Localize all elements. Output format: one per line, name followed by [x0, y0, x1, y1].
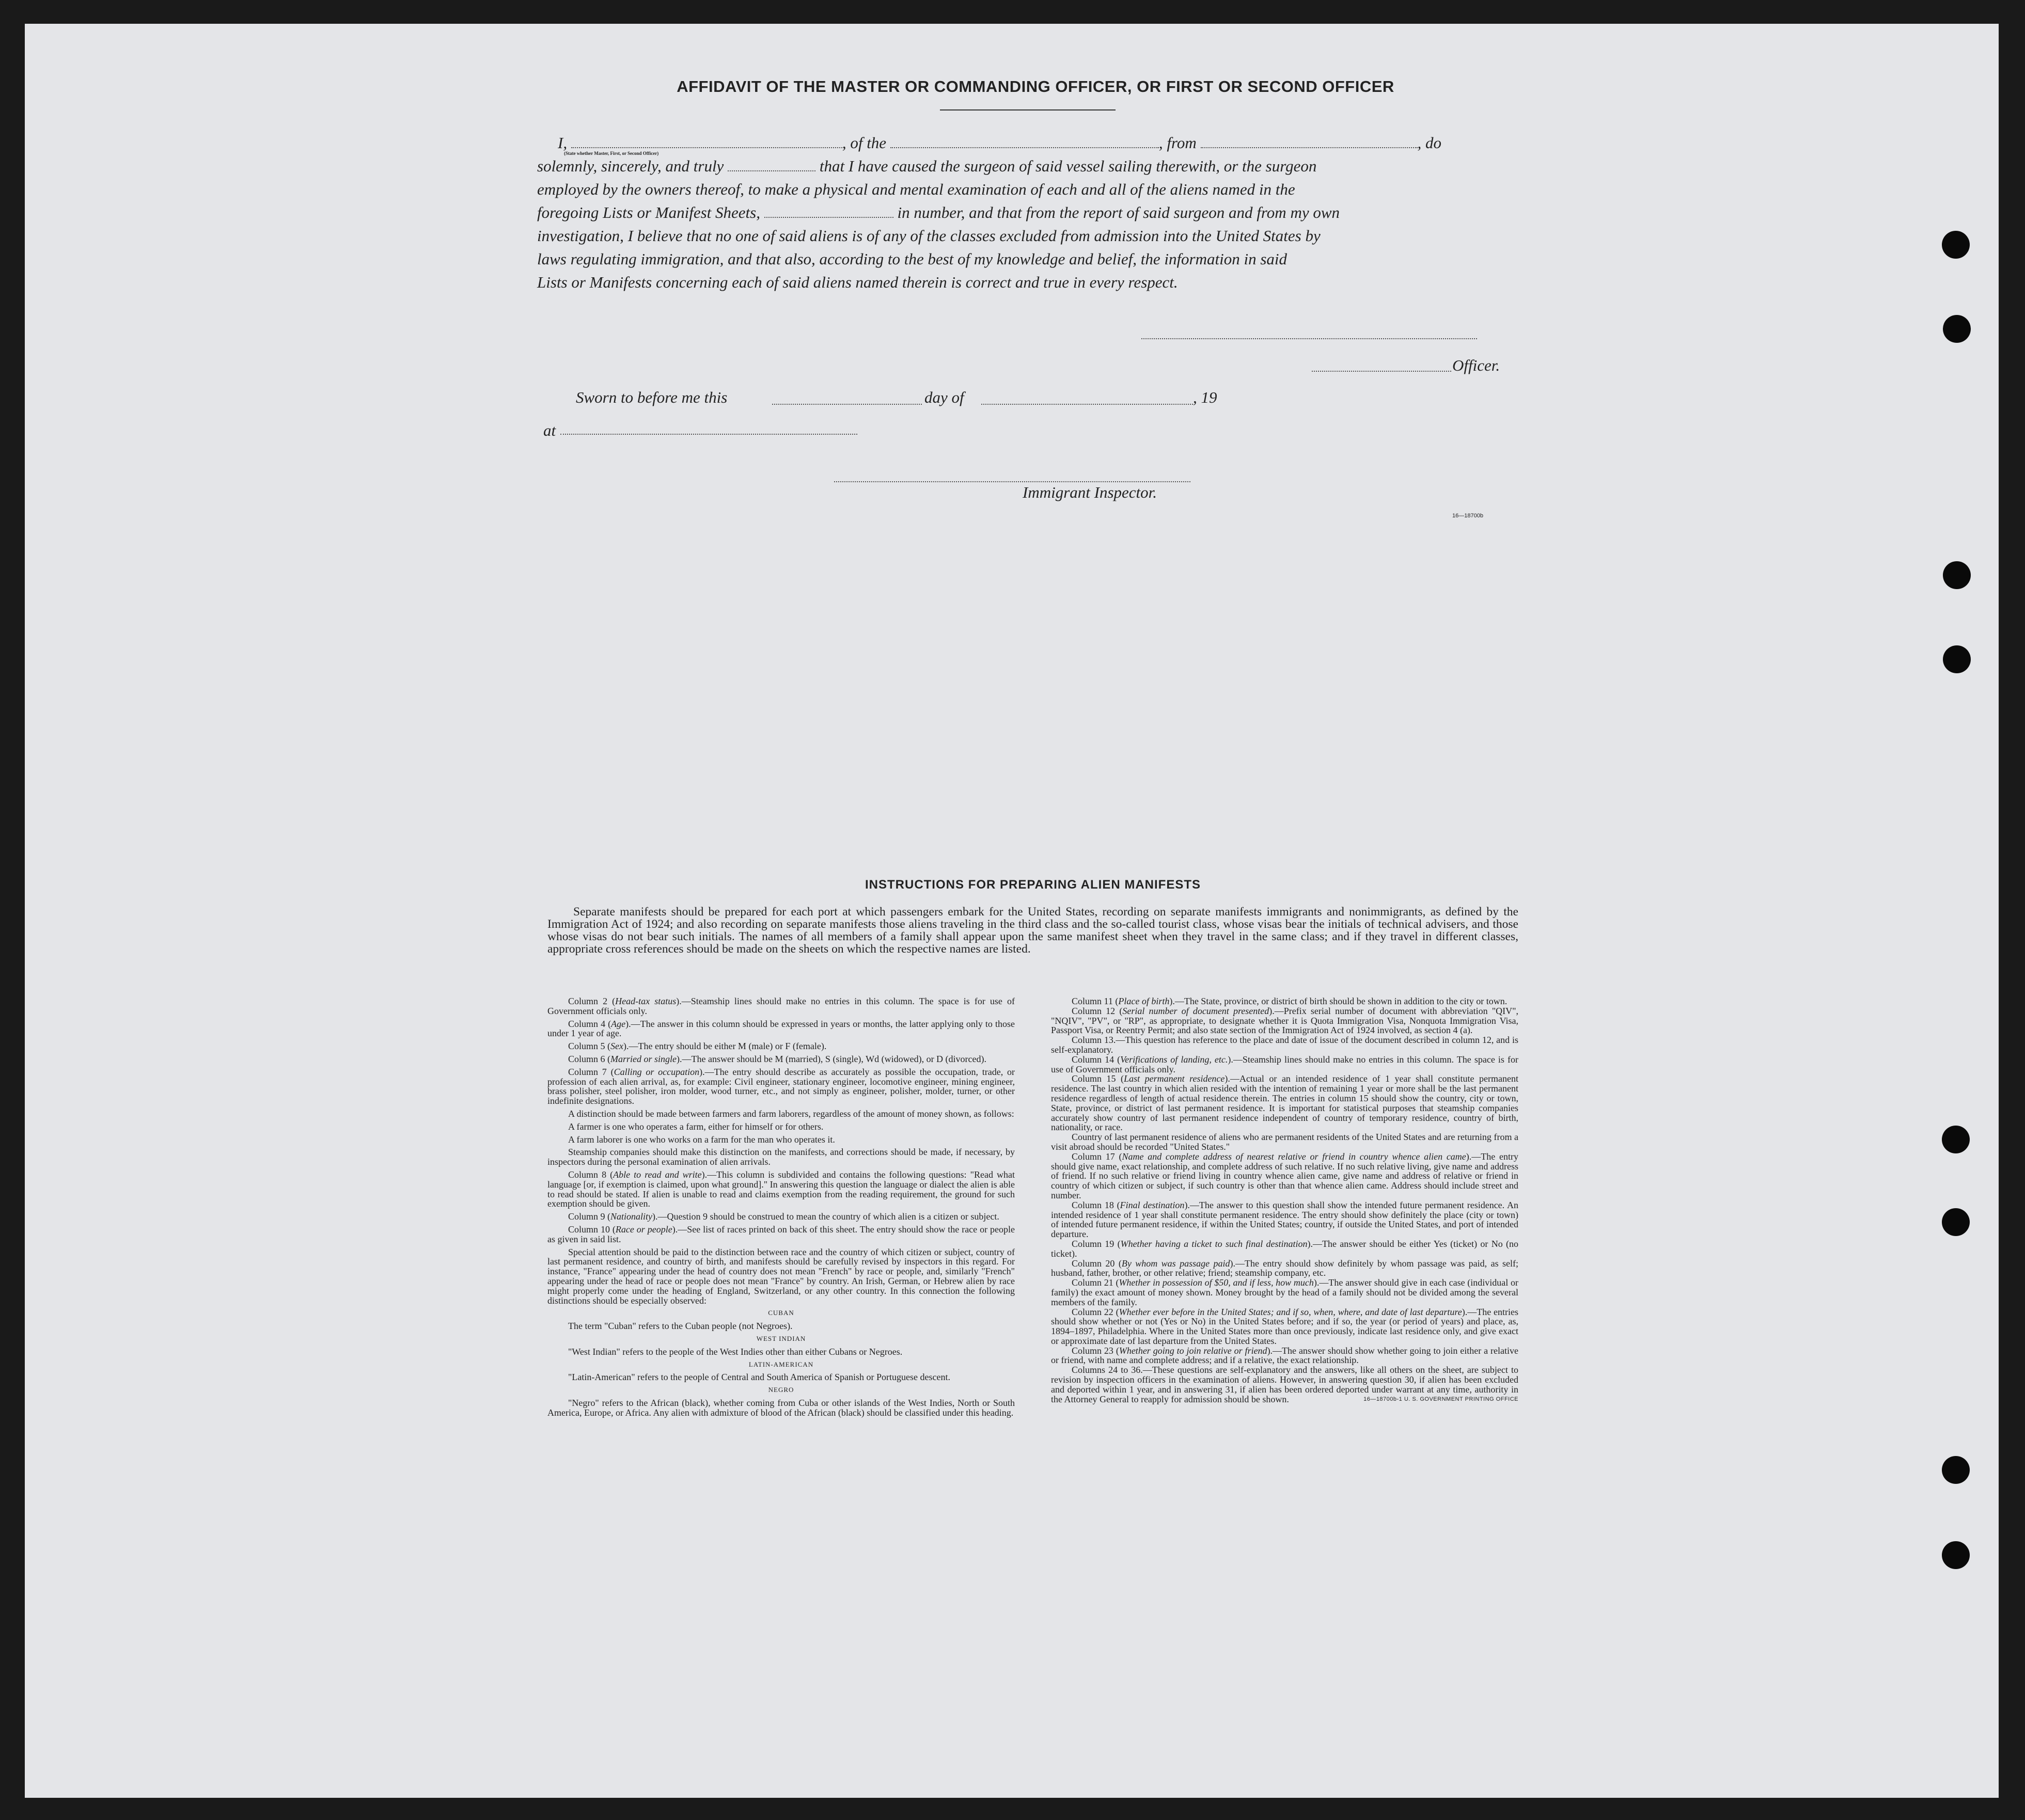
column-17-note: Column 17 (Name and complete address of nearest relative or friend in country whence alien came).—The entry should give name, exact relationship, and complete address of such relative. If no such relative living, give name and address of friend. If no such relative or friend living in country whence alien came, give name and address of relative or friend in country of which citizen or subject, if such country is other than that whence alien came. Address should include street and number.	[1051, 1151, 1518, 1200]
printing-office-code: 16—18700b-1 U. S. GOVERNMENT PRINTING OFFICE	[1363, 1396, 1518, 1402]
farm-laborer-definition: A farm laborer is one who works on a farm for the man who operates it.	[568, 1134, 835, 1145]
farm-corrections: Steamship companies should make this distinction on the manifests, and corrections should be made, if necessary, by inspectors during the personal examination of alien arrivals.	[547, 1147, 1015, 1167]
sworn-month-blank[interactable]	[981, 403, 1193, 405]
instructions-intro: Separate manifests should be prepared for each port at which passengers embark for the United States, recording on separate manifests immigrants and nonimmigrants, as defined by the Immigration Act of 1924; and also recording on separate manifests those aliens traveling in the third class and the so-called tourist class, whose visas bear the initials of technical advisers, and those whose visas do not bear such initials. The names of all members of a family shall appear upon the same manifest sheet when they travel in the same class; and if they travel in different classes, appropriate cross references should be made on the sheets on which the respective names are listed.	[547, 905, 1518, 956]
west-indian-heading: WEST INDIAN	[756, 1334, 806, 1342]
column-9-note: Column 9 (Nationality).—Question 9 should be construed to mean the country of which alien is a citizen or subject.	[568, 1211, 999, 1222]
inspector-signature-line[interactable]	[834, 480, 1190, 482]
officer-title-line[interactable]	[1312, 370, 1451, 372]
instructions-section	[547, 878, 1519, 1418]
punch-hole	[1942, 1208, 1970, 1236]
affidavit-line-1: I, , of the , from , do	[558, 134, 1441, 152]
affidavit-line-7: Lists or Manifests concerning each of said aliens named therein is correct and true in every respect.	[537, 273, 1178, 291]
day-of-label: day of	[924, 388, 964, 406]
column-11-note: Column 11 (Place of birth).—The State, province, or district of birth should be shown in addition to the city or town.	[1072, 996, 1508, 1006]
sworn-day-blank[interactable]	[772, 403, 922, 405]
column-20-note: Column 20 (By whom was passage paid).—The entry should show definitely by whom passage was paid, as self; husband, father, brother, or other relative; friend; steamship company, etc.	[1051, 1258, 1518, 1278]
punch-hole	[1943, 561, 1971, 589]
column-7-note: Column 7 (Calling or occupation).—The entry should describe as accurately as possible the occupation, trade, or profession of each alien arrival, as, for example: Civil engineer, stationary engineer, locomotive engineer, mining engineer, brass polisher, steel polisher, iron molder, wood turner, etc., and not simply as engineer, polisher, molder, turner, or other indefinite designations.	[547, 1066, 1015, 1106]
west-indian-definition: "West Indian" refers to the people of the West Indies other than either Cubans or Negroes.	[568, 1346, 903, 1357]
affidavit-body	[537, 131, 1518, 294]
year-label: , 19	[1193, 388, 1217, 406]
column-4-note: Column 4 (Age).—The answer in this column should be expressed in years or months, the latter applying only to those under 1 year of age.	[547, 1018, 1015, 1039]
officer-rank-blank[interactable]	[571, 147, 842, 148]
latin-american-definition: "Latin-American" refers to the people of Central and South America of Spanish or Portuguese descent.	[568, 1372, 950, 1383]
affidavit-line-5: investigation, I believe that no one of said aliens is of any of the classes excluded from admission into the United States by	[537, 227, 1321, 245]
instructions-columns	[547, 996, 1518, 1420]
column-6-note: Column 6 (Married or single).—The answer should be M (married), S (single), Wd (widowed), or D (divorced).	[568, 1053, 987, 1064]
punch-hole	[1942, 1456, 1970, 1484]
column-13-note: Column 13.—This question has reference to the place and date of issue of the document described in column 12, and is self-explanatory.	[1051, 1035, 1518, 1055]
negro-heading: NEGRO	[768, 1386, 794, 1394]
negro-definition: "Negro" refers to the African (black), whether coming from Cuba or other islands of the West Indies, North or South America, Europe, or Africa. Any alien with admixture of blood of the African (black) should be classified under this heading.	[547, 1397, 1015, 1418]
column-23-note: Column 23 (Whether going to join relative or friend).—The answer should show whether going to join either a relative or friend, with name and complete address; and if a relative, the exact relationship.	[1051, 1345, 1518, 1366]
column-15-note: Column 15 (Last permanent residence).—Actual or an intended residence of 1 year shall constitute permanent residence. The last country in which alien resided with the intention of remaining 1 year or more shall be the last permanent residence regardless of length of actual residence therein. The entries in column 15 should show the country, city or town, State, province, or district of last permanent residence. It is important for statistical purposes that steamship companies accurately show country of last permanent residence independent of country of temporary residence, country of birth, nationality, or race.	[1051, 1073, 1518, 1133]
affidavit-line-6: laws regulating immigration, and that also, according to the best of my knowledge and belief, the information in said	[537, 250, 1288, 268]
column-22-note: Column 22 (Whether ever before in the United States; and if so, when, where, and date of last departure).—The entries should show whether or not (Yes or No) in the United States before; and if so, the year (or period of years) and place, as, 1894–1897, Philadelphia. Where in the United States more than once previously, indicate last residence only, and give exact or approximate date of last departure from the United States.	[1051, 1306, 1518, 1346]
instructions-title: INSTRUCTIONS FOR PREPARING ALIEN MANIFESTS	[865, 878, 1201, 892]
affidavit-title: AFFIDAVIT OF THE MASTER OR COMMANDING OFFICER, OR FIRST OR SECOND OFFICER	[677, 77, 1394, 96]
column-15-us-residence: Country of last permanent residence of aliens who are permanent residents of the United States and are returning from a visit abroad should be recorded "United States."	[1051, 1132, 1518, 1152]
signature-line[interactable]	[1141, 337, 1477, 339]
punch-hole	[1943, 315, 1971, 343]
column-5-note: Column 5 (Sex).—The entry should be either M (male) or F (female).	[568, 1041, 827, 1052]
affidavit-section	[537, 77, 1518, 294]
oath-blank[interactable]	[728, 170, 815, 171]
column-18-note: Column 18 (Final destination).—The answer to this question shall show the intended future permanent residence. An intended residence of 1 year shall constitute permanent residence. The entry should show definitely the place (city or town) of intended future permanent residence, if within the United States; country, if outside the United States, and port of intended departure.	[1051, 1199, 1518, 1240]
affidavit-line-3: employed by the owners thereof, to make a physical and mental examination of each and all of the aliens named in the	[537, 180, 1295, 198]
column-10-note: Column 10 (Race or people).—See list of races printed on back of this sheet. The entry should show the race or people as given in said list.	[547, 1224, 1015, 1244]
cuban-heading: CUBAN	[768, 1309, 794, 1317]
sworn-place-blank[interactable]	[560, 433, 857, 435]
affidavit-line-4: foregoing Lists or Manifest Sheets, in number, and that from the report of said surgeon and from my own	[537, 203, 1340, 221]
sworn-label: Sworn to before me this	[576, 388, 728, 406]
column-21-note: Column 21 (Whether in possession of $50, and if less, how much).—The answer should give in each case (individual or family) the exact amount of money shown. Money brought by the head of a family should not be divided among the several members of the family.	[1051, 1277, 1518, 1307]
title-rule	[940, 109, 1116, 110]
farmer-definition: A farmer is one who operates a farm, either for himself or for others.	[568, 1121, 824, 1132]
sheet-count-blank[interactable]	[764, 216, 893, 218]
affidavit-form-code: 16—18700b	[1452, 513, 1483, 519]
instructions-right-column	[1051, 996, 1518, 1420]
port-from-blank[interactable]	[1201, 147, 1418, 148]
column-12-note: Column 12 (Serial number of document presented).—Prefix serial number of document with abbreviation "QIV", "NQIV", "PV", or "RP", as appropriate, to designate whether it is Quota Immigration Visa, Nonquota Immigration Visa, Passport Visa, or Reentry Permit; and also state section of the Immigration Act of 1924 involved, as section 4 (a).	[1051, 1005, 1519, 1036]
farm-distinction: A distinction should be made between farmers and farm laborers, regardless of the amount of money shown, as follows:	[568, 1108, 1014, 1119]
punch-hole	[1942, 1126, 1970, 1153]
punch-hole	[1942, 231, 1970, 259]
rank-note: (State whether Master, First, or Second Officer)	[564, 151, 659, 156]
inspector-label: Immigrant Inspector.	[1023, 483, 1157, 501]
column-2-note: Column 2 (Head-tax status).—Steamship lines should make no entries in this column. The space is for use of Government officials only.	[547, 996, 1015, 1016]
vessel-name-blank[interactable]	[890, 147, 1159, 148]
latin-american-heading: LATIN-AMERICAN	[748, 1360, 814, 1368]
column-19-note: Column 19 (Whether having a ticket to such final destination).—The answer should be either Yes (ticket) or No (no ticket).	[1051, 1238, 1518, 1259]
columns-24-36-note: Columns 24 to 36.—These questions are self-explanatory and the answers, like all others on the sheet, are subject to revision by inspection officers in the examination of aliens. However, in answering question 30, if alien has been excluded and deported within 1 year, and in answering 31, if alien has been ordered deported under warrant at any time, authority in the Attorney General to reapply for admission should be shown. 16—18700b-1 U. S. GOVERNMENT PRINTING OFFICE	[1051, 1365, 1518, 1404]
affidavit-line-2: solemnly, sincerely, and truly that I have caused the surgeon of said vessel sailing therewith, or the surgeon	[537, 157, 1317, 175]
column-8-note: Column 8 (Able to read and write).—This column is subdivided and contains the following questions: "Read what language [or, if exemption is claimed, upon what ground]." In answering this question the language or dialect the alien is able to read should be stated. If alien is unable to read and claims exemption from the reading requirement, the ground for such exemption should be given.	[547, 1169, 1015, 1209]
punch-hole	[1942, 1541, 1970, 1569]
special-attention-note: Special attention should be paid to the distinction between race and the country of which citizen or subject, country of last permanent residence, and country of birth, and manifests should be carefully revised by inspectors in this regard. For instance, "France" appearing under the head of country does not mean "French" by race or people, and, similarly "French" appearing under the head of race or people does not mean "France" by country. An Irish, German, or Hebrew alien by race might properly come under the heading of England, Switzerland, or any other country. In this connection the following distinctions should be especially observed:	[547, 1246, 1015, 1306]
punch-hole	[1943, 645, 1971, 673]
at-label: at	[543, 421, 556, 439]
instructions-left-column	[547, 996, 1015, 1420]
officer-label: Officer.	[1452, 356, 1500, 374]
cuban-definition: The term "Cuban" refers to the Cuban people (not Negroes).	[568, 1321, 793, 1332]
column-14-note: Column 14 (Verifications of landing, etc.).—Steamship lines should make no entries in this column. The space is for use of Government officials only.	[1051, 1054, 1518, 1074]
